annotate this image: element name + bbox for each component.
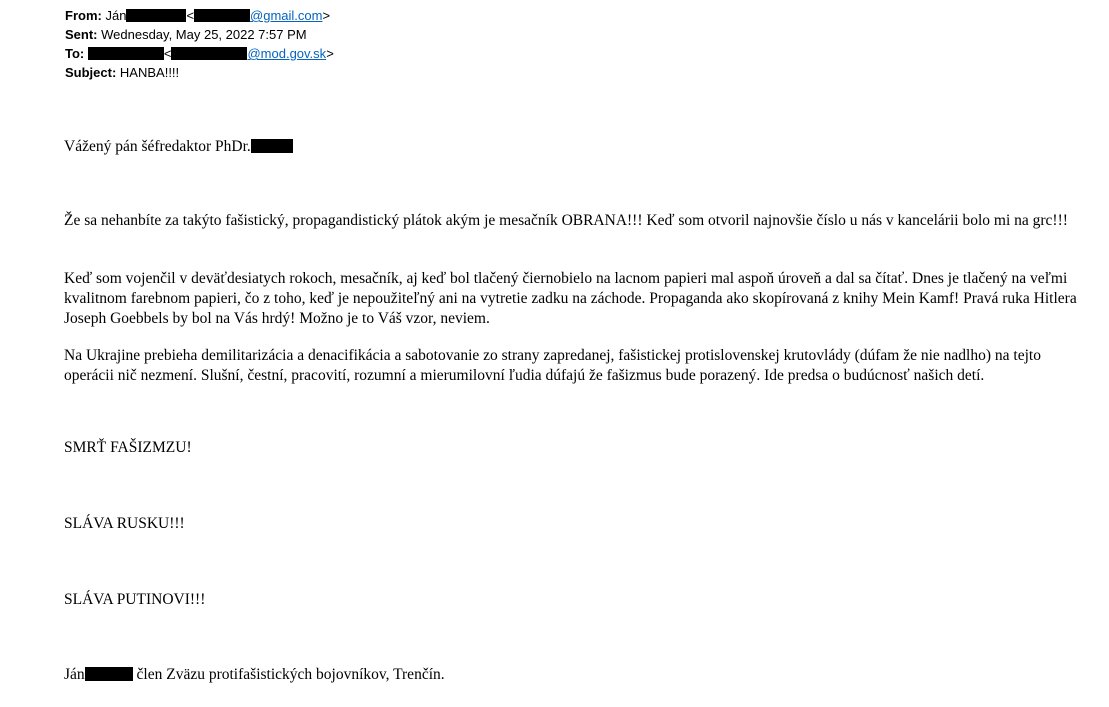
to-bracket-close: > xyxy=(326,46,334,61)
subject-line xyxy=(65,63,334,82)
sent-value: Wednesday, May 25, 2022 7:57 PM xyxy=(101,27,307,42)
paragraph-3: Na Ukrajine prebieha demilitarizácia a denacifikácia a sabotovanie zo strany zapredanej, fašistickej protislovenskej krutovlády (dúfam že nie nadlho) na tejto operácii nič nezmení. Slušní, čestní, pracovití, rozumní a mierumilovní ľudia dúfajú že fašizmus bude porazený. Ide predsa o budúcnosť našich detí. xyxy=(64,347,1041,384)
from-line xyxy=(65,6,334,25)
paragraph-1: Že sa nehanbíte za takýto fašistický, propagandistický plátok akým je mesačník OBRANA!!! Keď som otvoril najnovšie číslo u nás v kancelárii bolo mi na grc!!! xyxy=(64,212,1068,229)
slogan-3: SLÁVA PUTINOVI!!! xyxy=(64,591,206,608)
to-email-link[interactable]: @mod.gov.sk xyxy=(247,46,327,61)
to-bracket-open: < xyxy=(163,46,172,61)
from-name: Ján xyxy=(105,8,127,23)
salutation-text: Vážený pán šéfredaktor PhDr. xyxy=(64,138,251,155)
redacted-email-user xyxy=(194,9,250,22)
sent-label: Sent: xyxy=(65,27,98,42)
from-label: From: xyxy=(65,8,102,23)
to-line xyxy=(65,44,334,63)
slogan-1: SMRŤ FAŠIZMZU! xyxy=(64,439,192,456)
signature-text: člen Zväzu protifašistických bojovníkov, Trenčín. xyxy=(132,666,445,683)
from-bracket-open: < xyxy=(186,8,195,23)
redacted-recipient-email-user xyxy=(171,47,247,60)
from-bracket-close: > xyxy=(322,8,331,23)
redacted-surname xyxy=(126,9,186,22)
redacted-editor-name xyxy=(251,139,293,153)
salutation xyxy=(64,137,1084,157)
subject-label: Subject: xyxy=(65,65,117,80)
email-header xyxy=(65,6,334,82)
signature-name: Ján xyxy=(64,666,85,683)
signature xyxy=(64,665,1084,685)
sent-line xyxy=(65,25,334,44)
redacted-recipient-name xyxy=(88,47,164,60)
to-label: To: xyxy=(65,46,85,61)
paragraph-2: Keď som vojenčil v deväťdesiatych rokoch, mesačník, aj keď bol tlačený čiernobielo na lacnom papieri mal aspoň úroveň a dal sa čítať. Dnes je tlačený na veľmi kvalitnom farebnom papieri, čo z toho, keď je nepoužiteľný ani na vytretie zadku na záchode. Propaganda ako skopírovaná z knihy Mein Kamf! Pravá ruka Hitlera Joseph Goebbels by bol na Vás hrdý! Možno je to Váš vzor, neviem. xyxy=(64,270,1077,327)
subject-value: HANBA!!!! xyxy=(119,65,180,80)
from-email-link[interactable]: @gmail.com xyxy=(250,8,323,23)
redacted-signature-surname xyxy=(85,667,133,681)
slogan-2: SLÁVA RUSKU!!! xyxy=(64,515,185,532)
